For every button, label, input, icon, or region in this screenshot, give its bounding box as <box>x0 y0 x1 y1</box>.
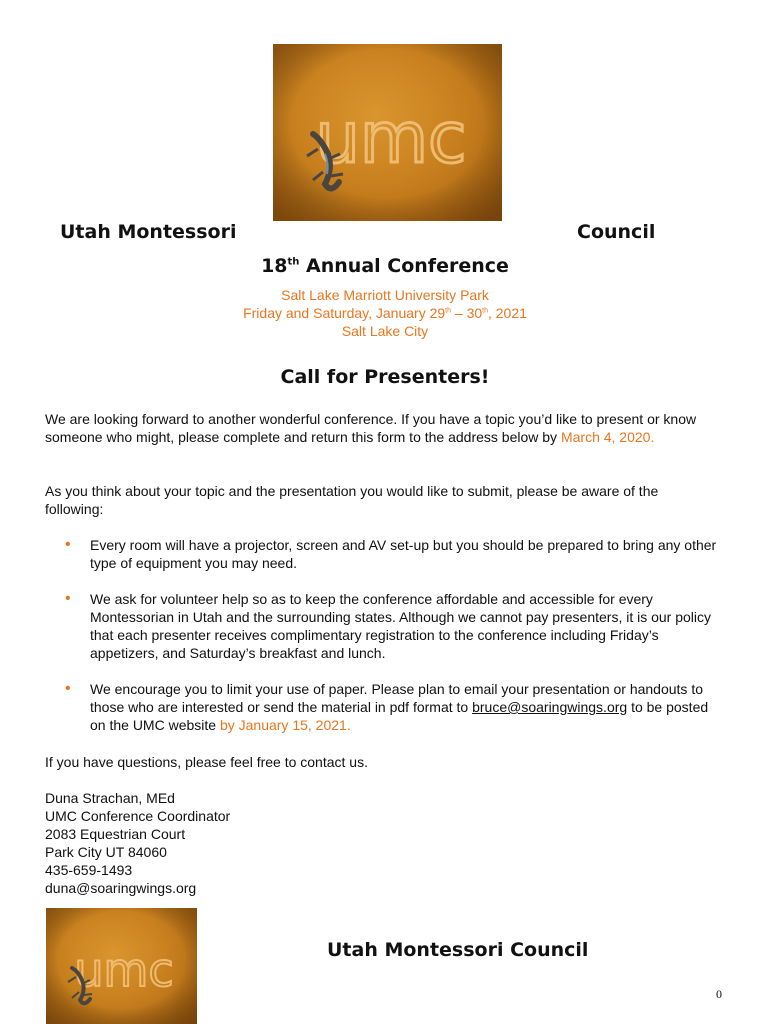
umc-logo-bottom <box>46 908 197 1024</box>
sand-writing-image <box>46 908 197 1024</box>
list-item <box>45 536 725 572</box>
conference-heading <box>0 255 770 277</box>
footer-org: Utah Montessori Council <box>327 939 589 961</box>
bruce-email-link[interactable]: bruce@soaringwings.org <box>472 699 628 715</box>
bullet-text-3-mid: to be posted on the UMC website <box>90 699 709 733</box>
list-item <box>45 680 725 734</box>
date-sup-1: th <box>445 307 451 315</box>
intro-paragraph <box>45 410 715 446</box>
umc-logo-top <box>273 44 502 221</box>
contact-role: UMC Conference Coordinator <box>45 808 231 824</box>
date-mid: – 30 <box>451 305 483 321</box>
list-item <box>45 590 725 662</box>
venue-place: Salt Lake Marriott University Park <box>281 287 489 303</box>
contact-name: Duna Strachan, MEd <box>45 790 175 806</box>
contact-phone: 435-659-1493 <box>45 862 133 878</box>
title-right: Council <box>577 221 656 243</box>
bullet-icon: • <box>65 680 71 697</box>
conference-number: 18 <box>261 255 288 277</box>
bullet-text-2: We ask for volunteer help so as to keep the conference affordable and accessible for every Montessorian in Utah and the surrounding states. Although we cannot pay presenters, it is our policy that each presenter receives complimentary registration to the conference including Friday’s appetizers, and Saturday’s breakfast and lunch. <box>90 591 712 661</box>
call-heading: Call for Presenters! <box>280 366 490 388</box>
logo-text: umc <box>74 943 174 997</box>
questions-text: If you have questions, please feel free to contact us. <box>45 754 368 770</box>
conference-rest: Annual Conference <box>299 255 509 277</box>
sand-writing-image <box>273 44 502 221</box>
bullet-text-1: Every room will have a projector, screen and AV set-up but you should be prepared to bring any other type of equipment you may need. <box>90 537 717 571</box>
bullet-icon: • <box>65 536 71 553</box>
contact-email[interactable]: duna@soaringwings.org <box>45 880 197 896</box>
bullet-text-3-deadline: by January 15, 2021. <box>219 717 351 733</box>
aware-paragraph: As you think about your topic and the presentation you would like to submit, please be aware of the following: <box>45 483 659 517</box>
page-number: 0 <box>716 987 722 1001</box>
date-prefix: Friday and Saturday, January 29 <box>243 305 446 321</box>
conference-suffix: th <box>287 256 300 268</box>
bullet-text-3-start: We encourage you to limit your use of paper. Please plan to email your presentation or handouts to those who are interested or send the material in pdf format to <box>90 681 703 715</box>
logo-text: umc <box>315 97 467 179</box>
contact-block <box>45 789 715 897</box>
venue-dates <box>0 305 770 321</box>
contact-street: 2083 Equestrian Court <box>45 826 186 842</box>
date-suffix: , 2021 <box>487 305 527 321</box>
title-left: Utah Montessori <box>60 221 237 243</box>
venue-city: Salt Lake City <box>341 323 429 339</box>
contact-city: Park City UT 84060 <box>45 844 167 860</box>
intro-deadline: March 4, 2020. <box>560 429 655 445</box>
date-sup-2: th <box>482 307 488 315</box>
intro-text: We are looking forward to another wonderful conference. If you have a topic you’d like to present or know someone who might, please complete and return this form to the address below by <box>45 411 697 445</box>
bullet-icon: • <box>65 590 71 607</box>
